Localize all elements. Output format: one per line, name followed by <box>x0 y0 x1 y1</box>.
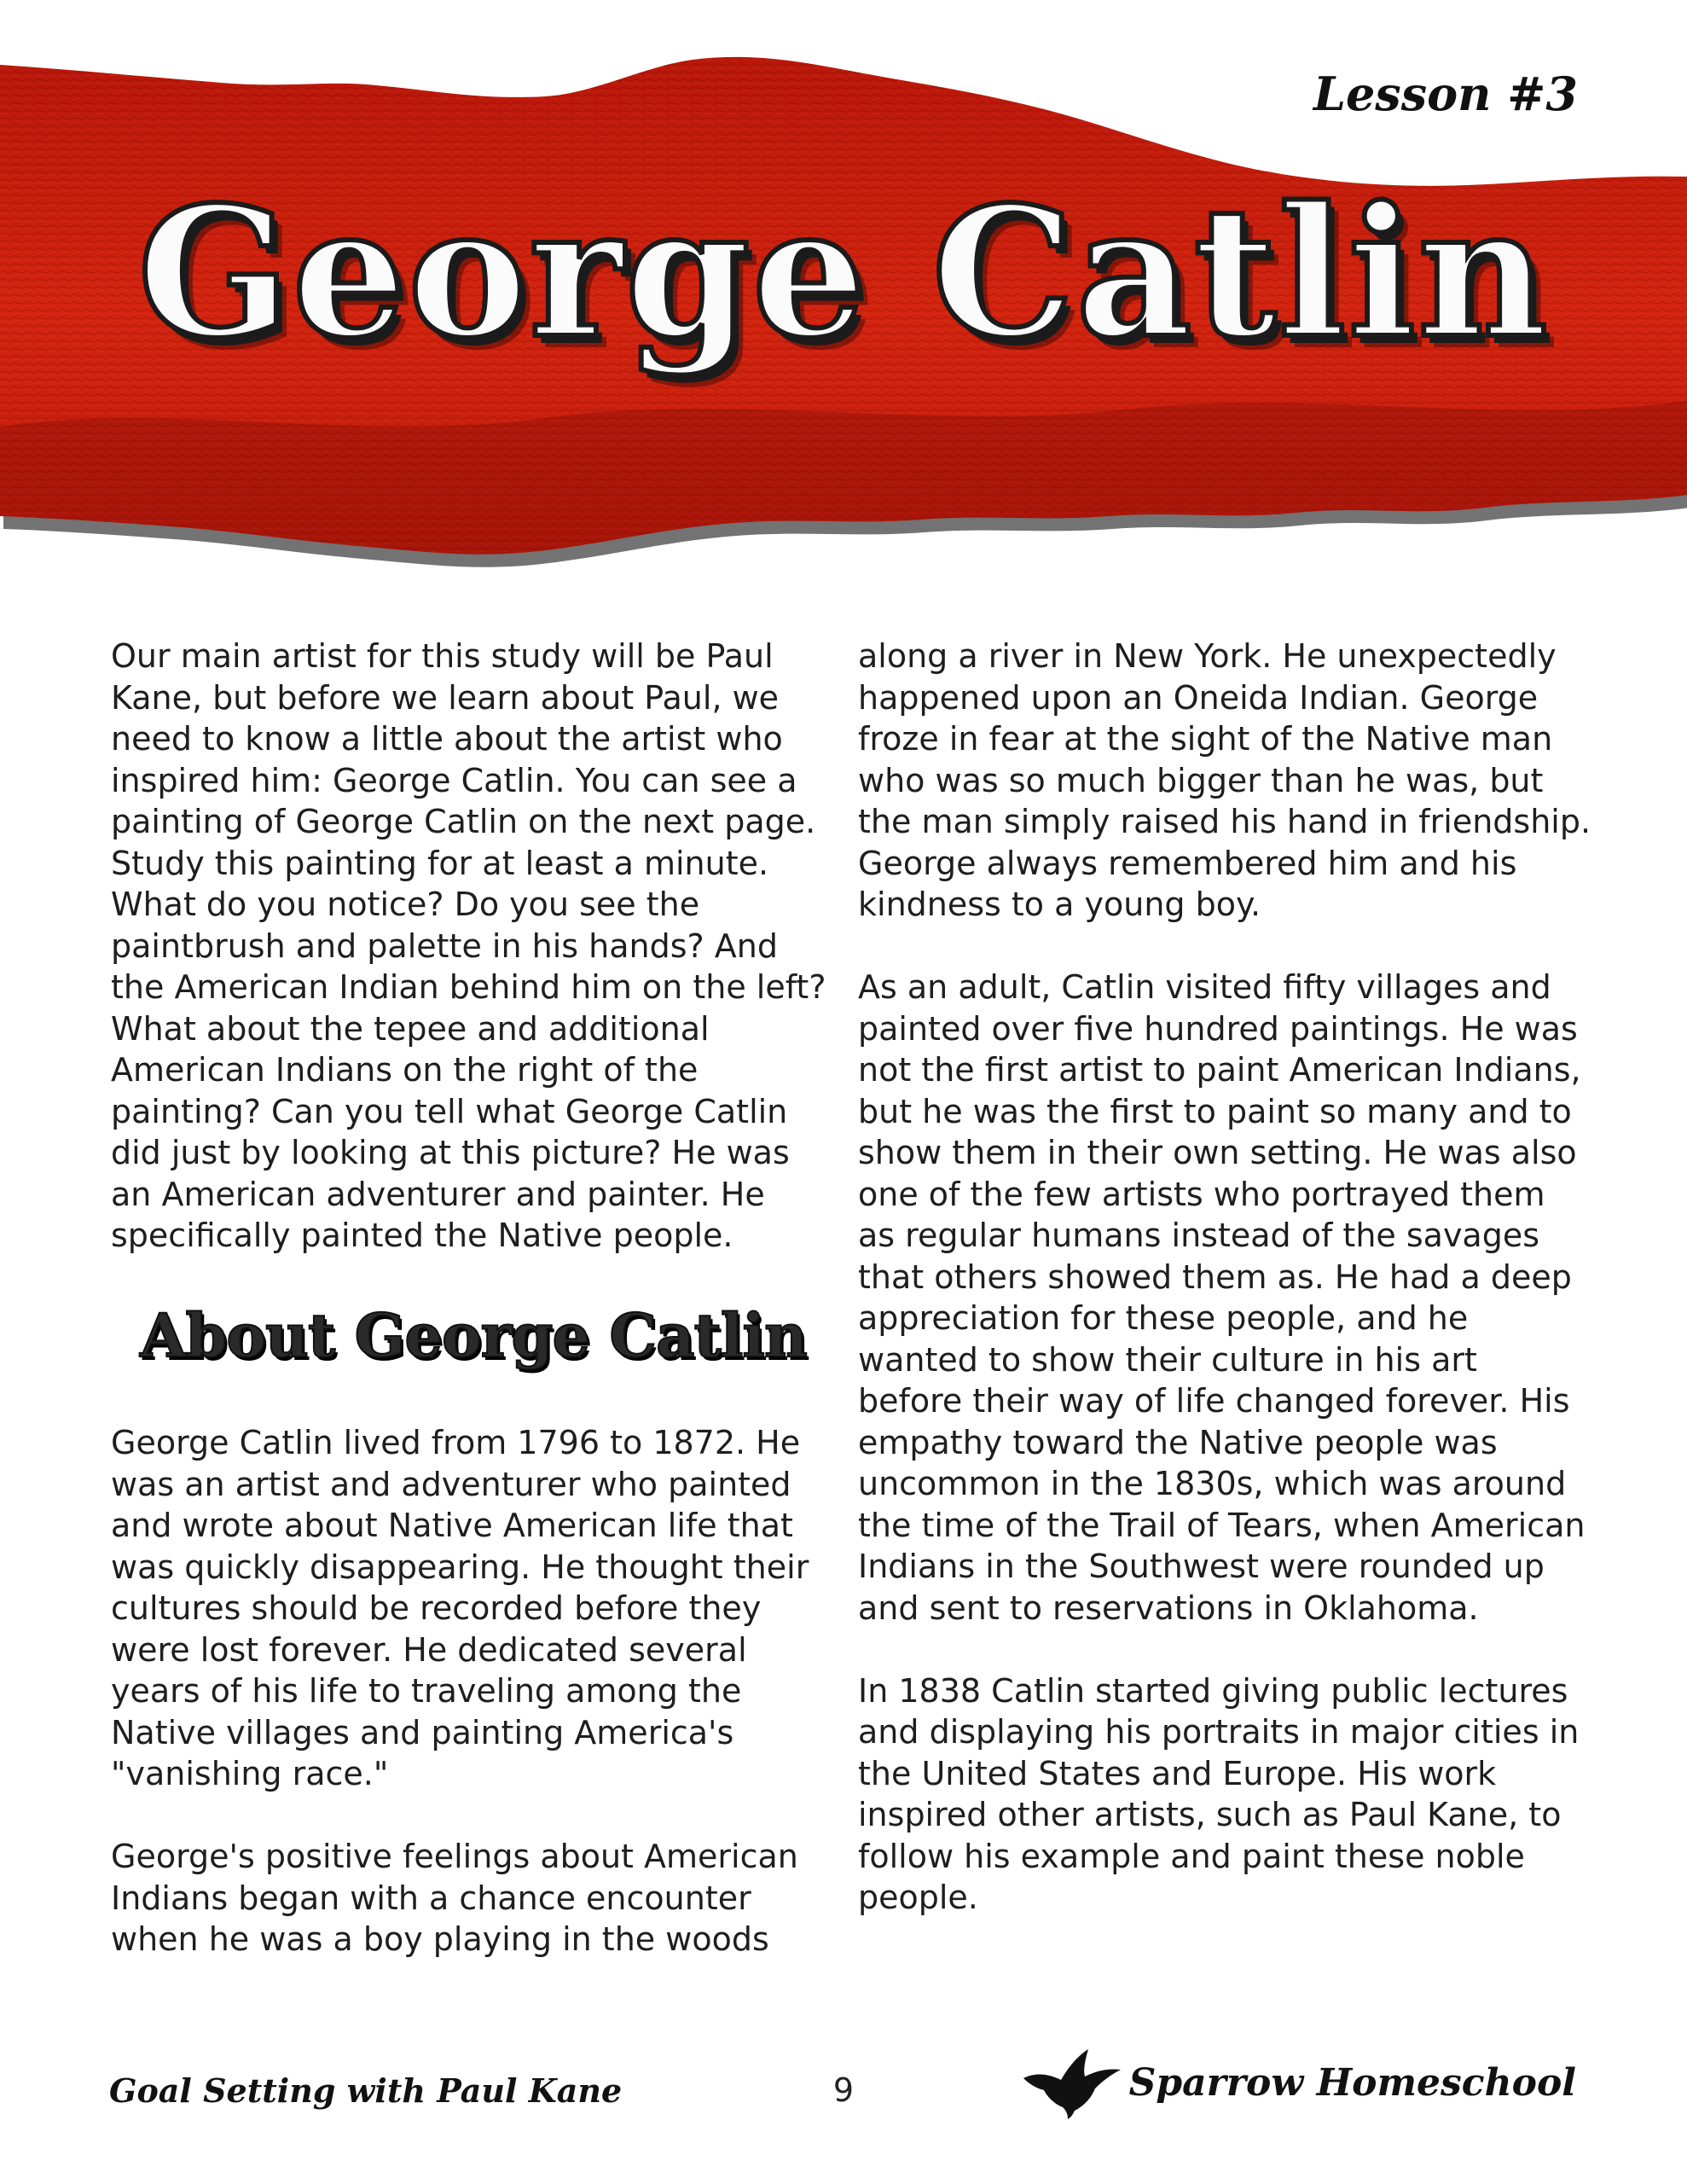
paragraph: In 1838 Catlin started giving public lectures and displaying his portraits in major cities in the United States and Europe. His work inspired other artists, such as Paul Kane, to follow his example and paint these noble people. <box>858 1671 1580 1916</box>
section-heading: About George Catlin <box>140 1300 807 1371</box>
page-number: 9 <box>832 2071 855 2109</box>
intro-paragraph: Our main artist for this study will be Paul Kane, but before we learn about Paul, we need to know a little about the artist who inspired him: George Catlin. You can see a painting of George Catlin on the next page. Study this painting for at least a minute. What do you notice? Do you see the paintbrush and palette in his hands? And the American Indian behind him on the left? What about the tepee and additional American Indians on the right of the painting? Can you tell what George Catlin did just by looking at this picture? He was an American adventurer and painter. He specifically painted the Native people. <box>111 637 826 1254</box>
lesson-label: Lesson #3 <box>1313 67 1578 121</box>
brand-logo <box>1022 2046 1576 2119</box>
paragraph: George's positive feelings about American Indians began with a chance encounter when he was a boy playing in the woods <box>111 1838 798 1958</box>
paragraph: George Catlin lived from 1796 to 1872. He was an artist and adventurer who painted and wrote about Native American life that was quickly disappearing. He thought their cultures should be recorded before they were lost forever. He dedicated several years of his life to traveling among the Native villages and painting America's "vanishing race." <box>111 1424 809 1792</box>
footer-title: Goal Setting with Paul Kane <box>109 2071 623 2110</box>
right-column <box>858 636 1591 1960</box>
sparrow-icon <box>1022 2046 1122 2119</box>
page-title: George Catlin <box>137 167 1550 378</box>
header-banner <box>0 0 1687 597</box>
left-column <box>111 636 836 2001</box>
paragraph: As an adult, Catlin visited fifty villages and painted over five hundred paintings. He was not the first artist to paint American Indians, but he was the first to paint so many and to show them in their own setting. He was also one of the few artists who portrayed them as regular humans instead of the savages that others showed them as. He had a deep appreciation for these people, and he wanted to show their culture in his art before their way of life changed forever. His empathy toward the Native people was uncommon in the 1830s, which was around the time of the Trail of Tears, when American Indians in the Southwest were rounded up and sent to reservations in Oklahoma. <box>858 968 1586 1627</box>
paragraph: along a river in New York. He unexpectedly happened upon an Oneida Indian. George froze in fear at the sight of the Native man who was so much bigger than he was, but the man simply raised his hand in friendship. George always remembered him and his kindness to a young boy. <box>858 637 1591 923</box>
brand-name: Sparrow Homeschool <box>1128 2060 1576 2105</box>
